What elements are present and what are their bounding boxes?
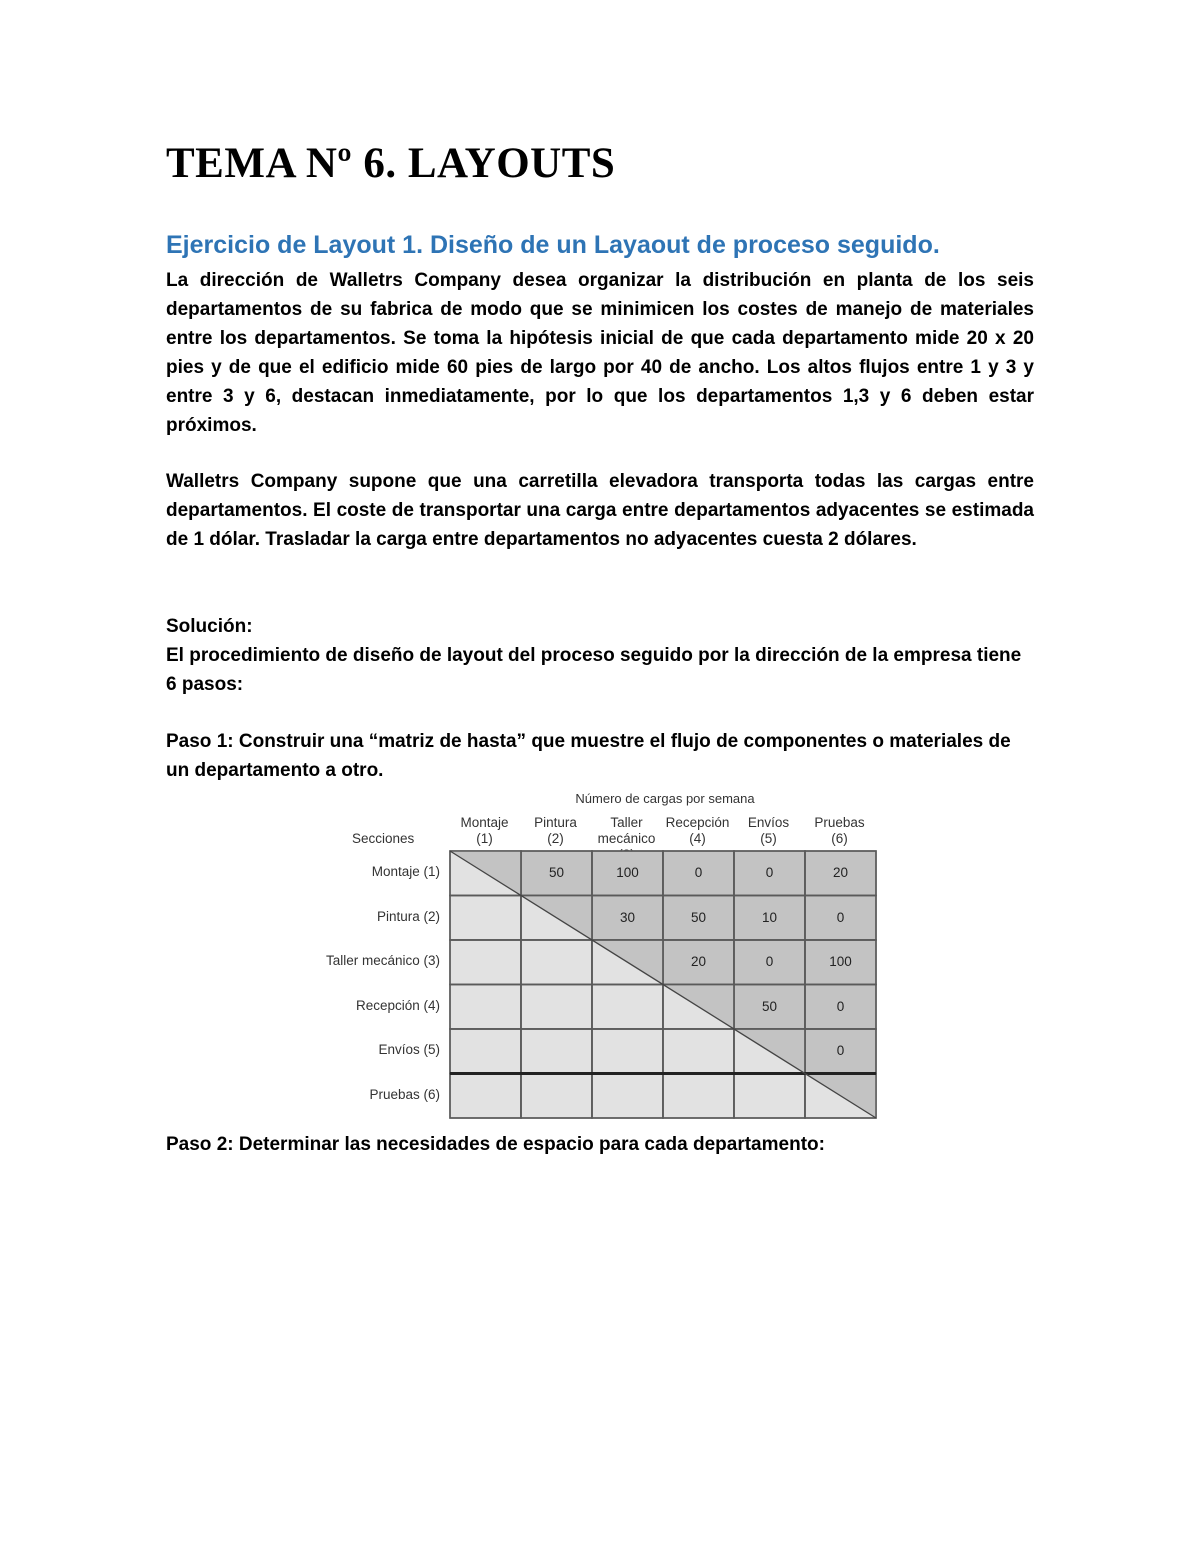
solution-block bbox=[166, 612, 1034, 699]
matrix-col-header bbox=[447, 815, 523, 847]
intro-paragraph: La dirección de Walletrs Company desea organizar la distribución en planta de los seis departamentos de su fabrica de modo que se minimicen los costes de manejo de materiales entre los departamentos. Se toma la hipótesis inicial de que cada departamento mide 20 x 20 pies y de que el edificio mide 60 pies de largo por 40 de ancho. Los altos flujos entre 1 y 3 y entre 3 y 6, destacan inmediatamente, por lo que los departamentos 1,3 y 6 deben estar próximos. bbox=[166, 270, 1034, 436]
matrix-caption: Número de cargas por semana bbox=[575, 791, 755, 806]
matrix-value: 100 bbox=[616, 865, 639, 881]
step1-text: Construir una “matriz de hasta” que muestre el flujo de componentes o materiales de un departamento a otro. bbox=[166, 731, 1011, 781]
matrix-row-header: Montaje (1) bbox=[371, 864, 440, 880]
exercise-heading: Ejercicio de Layout 1. Diseño de un Layaout de proceso seguido. bbox=[166, 231, 940, 259]
matrix-col-name: Pruebas bbox=[814, 815, 865, 830]
solution-label: Solución: bbox=[166, 616, 253, 637]
matrix-value: 50 bbox=[548, 865, 565, 881]
matrix-value: 10 bbox=[761, 909, 778, 925]
matrix-cell bbox=[450, 940, 521, 985]
matrix-col-number: (1) bbox=[476, 831, 493, 846]
matrix-row-header: Taller mecánico (3) bbox=[325, 953, 440, 969]
matrix-cell bbox=[663, 1029, 734, 1074]
matrix-col-number: (6) bbox=[831, 831, 848, 846]
step1-block bbox=[166, 727, 1034, 785]
matrix-cell bbox=[450, 896, 521, 941]
solution-text: El procedimiento de diseño de layout del proceso seguido por la dirección de la empresa tiene 6 pasos: bbox=[166, 645, 1022, 695]
matrix-value: 50 bbox=[761, 998, 778, 1014]
matrix-col-name: Recepción bbox=[665, 815, 730, 830]
cost-paragraph: Walletrs Company supone que una carretilla elevadora transporta todas las cargas entre departamentos. El coste de transportar una carga entre departamentos adyacentes se estimada de 1 dólar. Trasladar la carga entre departamentos no adyacentes cuesta 2 dólares. bbox=[166, 471, 1034, 550]
matrix-col-header bbox=[518, 815, 594, 847]
matrix-cell bbox=[450, 1074, 521, 1119]
matrix-col-name: Taller bbox=[610, 815, 643, 830]
step2-text: Determinar las necesidades de espacio para cada departamento: bbox=[233, 1134, 825, 1155]
matrix-cell bbox=[663, 1074, 734, 1119]
matrix-col-name: Montaje bbox=[460, 815, 509, 830]
matrix-col-number: (2) bbox=[547, 831, 564, 846]
matrix-cell bbox=[521, 985, 592, 1030]
matrix-cell bbox=[592, 1029, 663, 1074]
matrix-col-header bbox=[802, 815, 878, 847]
matrix-col-name: Envíos bbox=[747, 815, 790, 830]
matrix-row-header: Pintura (2) bbox=[376, 908, 440, 924]
matrix-cell bbox=[450, 985, 521, 1030]
matrix-value: 0 bbox=[765, 954, 774, 970]
matrix-cell bbox=[521, 1074, 592, 1119]
matrix-cell bbox=[521, 1029, 592, 1074]
step2-label: Paso 2: bbox=[166, 1134, 234, 1155]
matrix-value: 0 bbox=[836, 1043, 845, 1059]
matrix-col-name: Pintura bbox=[534, 815, 577, 830]
matrix-value: 0 bbox=[694, 865, 703, 881]
matrix-value: 0 bbox=[836, 998, 845, 1014]
step2-block bbox=[166, 1130, 1034, 1159]
matrix-row-header-label: Secciones bbox=[352, 831, 415, 846]
matrix-cell bbox=[521, 940, 592, 985]
matrix-value: 30 bbox=[619, 909, 636, 925]
matrix-value: 0 bbox=[765, 865, 774, 881]
matrix-cell bbox=[592, 985, 663, 1030]
matrix-row-header: Envíos (5) bbox=[378, 1042, 440, 1058]
matrix-value: 0 bbox=[836, 909, 845, 925]
matrix-col-header bbox=[660, 815, 736, 847]
matrix-row-header: Pruebas (6) bbox=[369, 1086, 440, 1102]
matrix-col-number: mecánico bbox=[597, 831, 656, 846]
matrix-value: 100 bbox=[829, 954, 852, 970]
matrix-cell bbox=[734, 1074, 805, 1119]
matrix-col-number: (5) bbox=[760, 831, 777, 846]
matrix-cell bbox=[450, 1029, 521, 1074]
matrix-col-header bbox=[731, 815, 807, 847]
page-title: TEMA Nº 6. LAYOUTS bbox=[166, 140, 616, 187]
matrix-value: 20 bbox=[832, 865, 849, 881]
matrix-grid bbox=[449, 850, 877, 1120]
matrix-value: 50 bbox=[690, 909, 707, 925]
matrix-value: 20 bbox=[690, 954, 707, 970]
step1-label: Paso 1: bbox=[166, 731, 234, 752]
matrix-cell bbox=[592, 1074, 663, 1119]
matrix-row-header: Recepción (4) bbox=[355, 997, 440, 1013]
matrix-col-number: (4) bbox=[689, 831, 706, 846]
